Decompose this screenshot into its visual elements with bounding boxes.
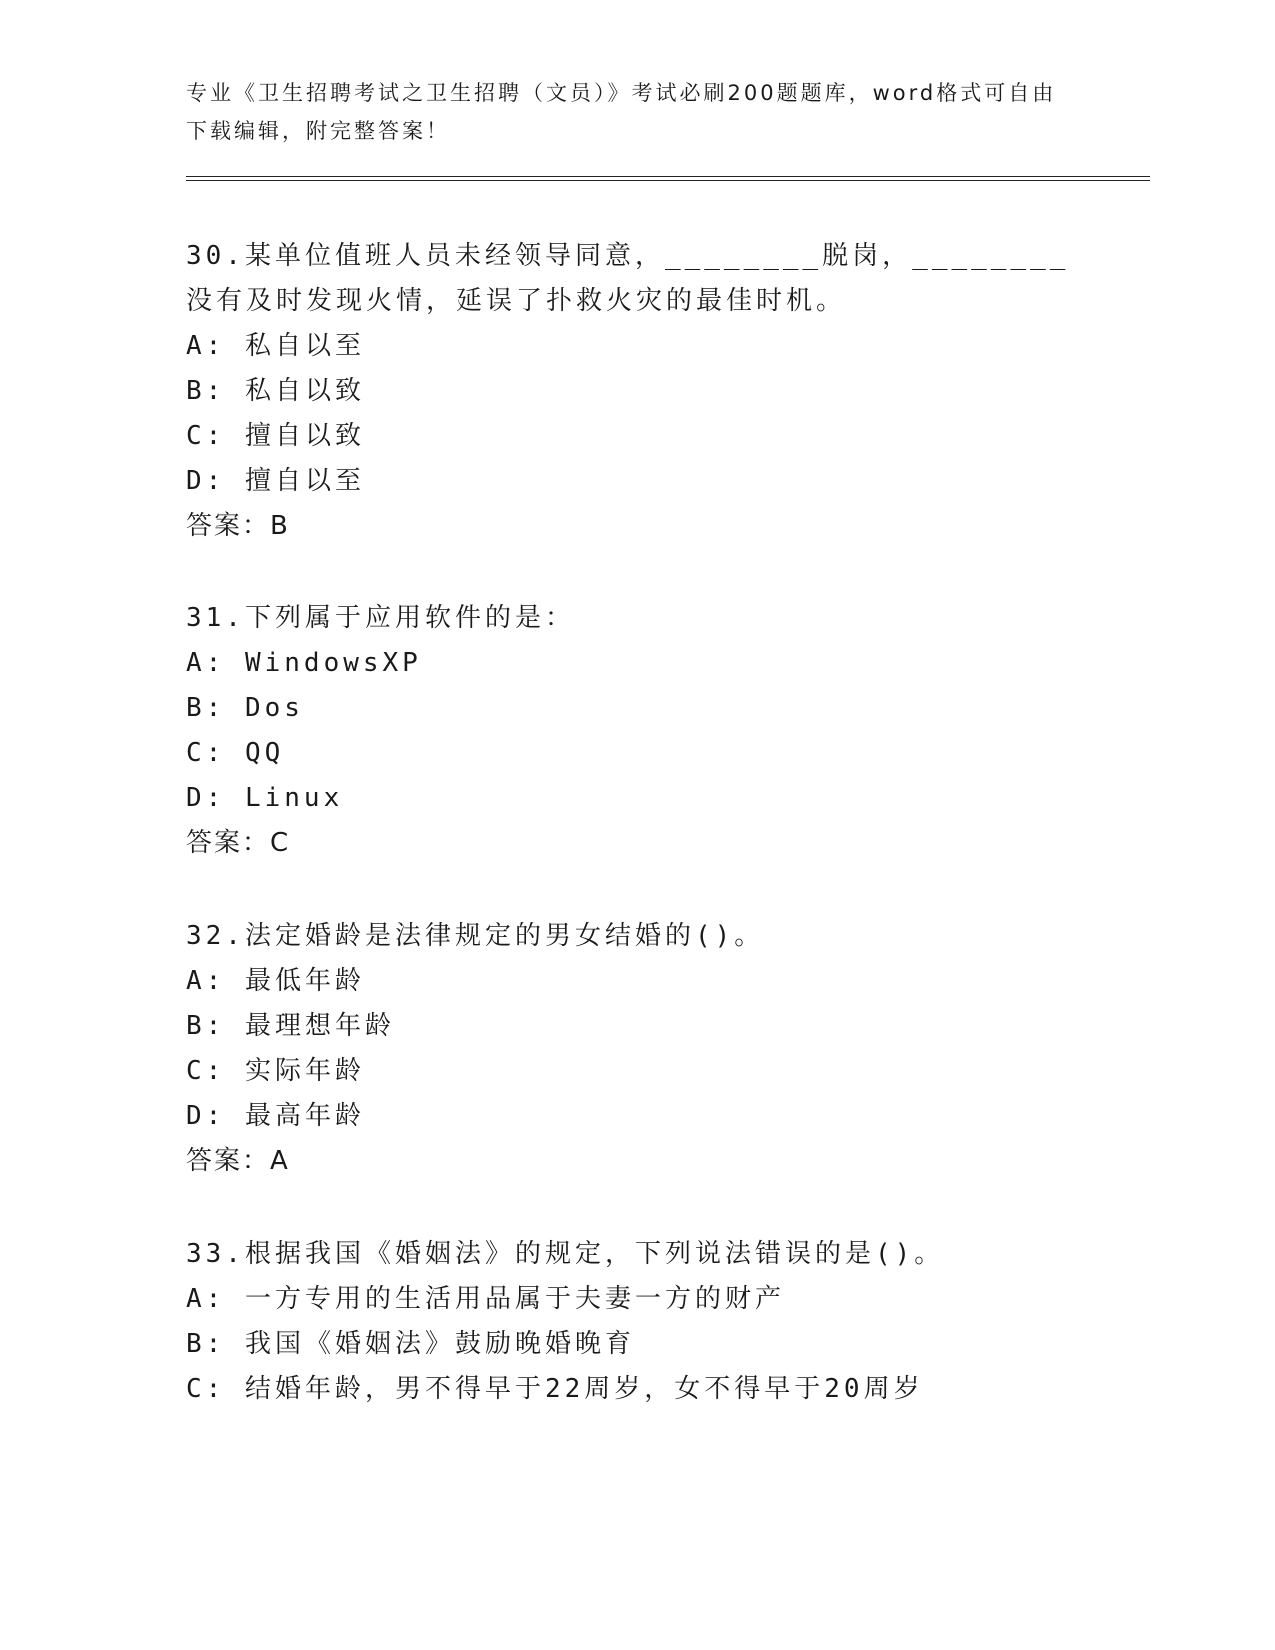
option-c: C: 实际年龄: [186, 1056, 365, 1086]
question-32: [186, 914, 1086, 1184]
question-stem: 33.根据我国《婚姻法》的规定，下列说法错误的是()。: [186, 1239, 945, 1269]
answer: 答案：C: [186, 828, 291, 858]
document-header: [186, 74, 1066, 150]
option-a: A: 私自以至: [186, 331, 365, 361]
option-d: D: 擅自以至: [186, 466, 365, 496]
question-stem: 31.下列属于应用软件的是：: [186, 603, 575, 633]
option-c: C: QQ: [186, 738, 285, 768]
answer: 答案：B: [186, 511, 290, 541]
option-a: A: WindowsXP: [186, 648, 422, 678]
header-text: 专业《卫生招聘考试之卫生招聘（文员）》考试必刷200题题库，word格式可自由下载编辑，附完整答案！: [186, 81, 1057, 143]
option-a: A: 最低年龄: [186, 966, 365, 996]
question-31: [186, 596, 1086, 866]
option-b: B: 我国《婚姻法》鼓励晚婚晚育: [186, 1329, 635, 1359]
option-b: B: 私自以致: [186, 376, 365, 406]
option-a: A: 一方专用的生活用品属于夫妻一方的财产: [186, 1284, 785, 1314]
question-33: [186, 1232, 1086, 1412]
question-30: [186, 234, 1086, 549]
header-divider: [186, 176, 1150, 181]
option-d: D: Linux: [186, 783, 344, 813]
option-b: B: Dos: [186, 693, 304, 723]
option-c: C: 擅自以致: [186, 421, 365, 451]
option-d: D: 最高年龄: [186, 1101, 365, 1131]
question-stem: 30.某单位值班人员未经领导同意，________脱岗，________没有及时发现火情，延误了扑救火灾的最佳时机。: [186, 241, 1070, 316]
option-c: C: 结婚年龄，男不得早于22周岁，女不得早于20周岁: [186, 1374, 924, 1404]
question-stem: 32.法定婚龄是法律规定的男女结婚的()。: [186, 921, 765, 951]
answer: 答案：A: [186, 1146, 290, 1176]
option-b: B: 最理想年龄: [186, 1011, 395, 1041]
